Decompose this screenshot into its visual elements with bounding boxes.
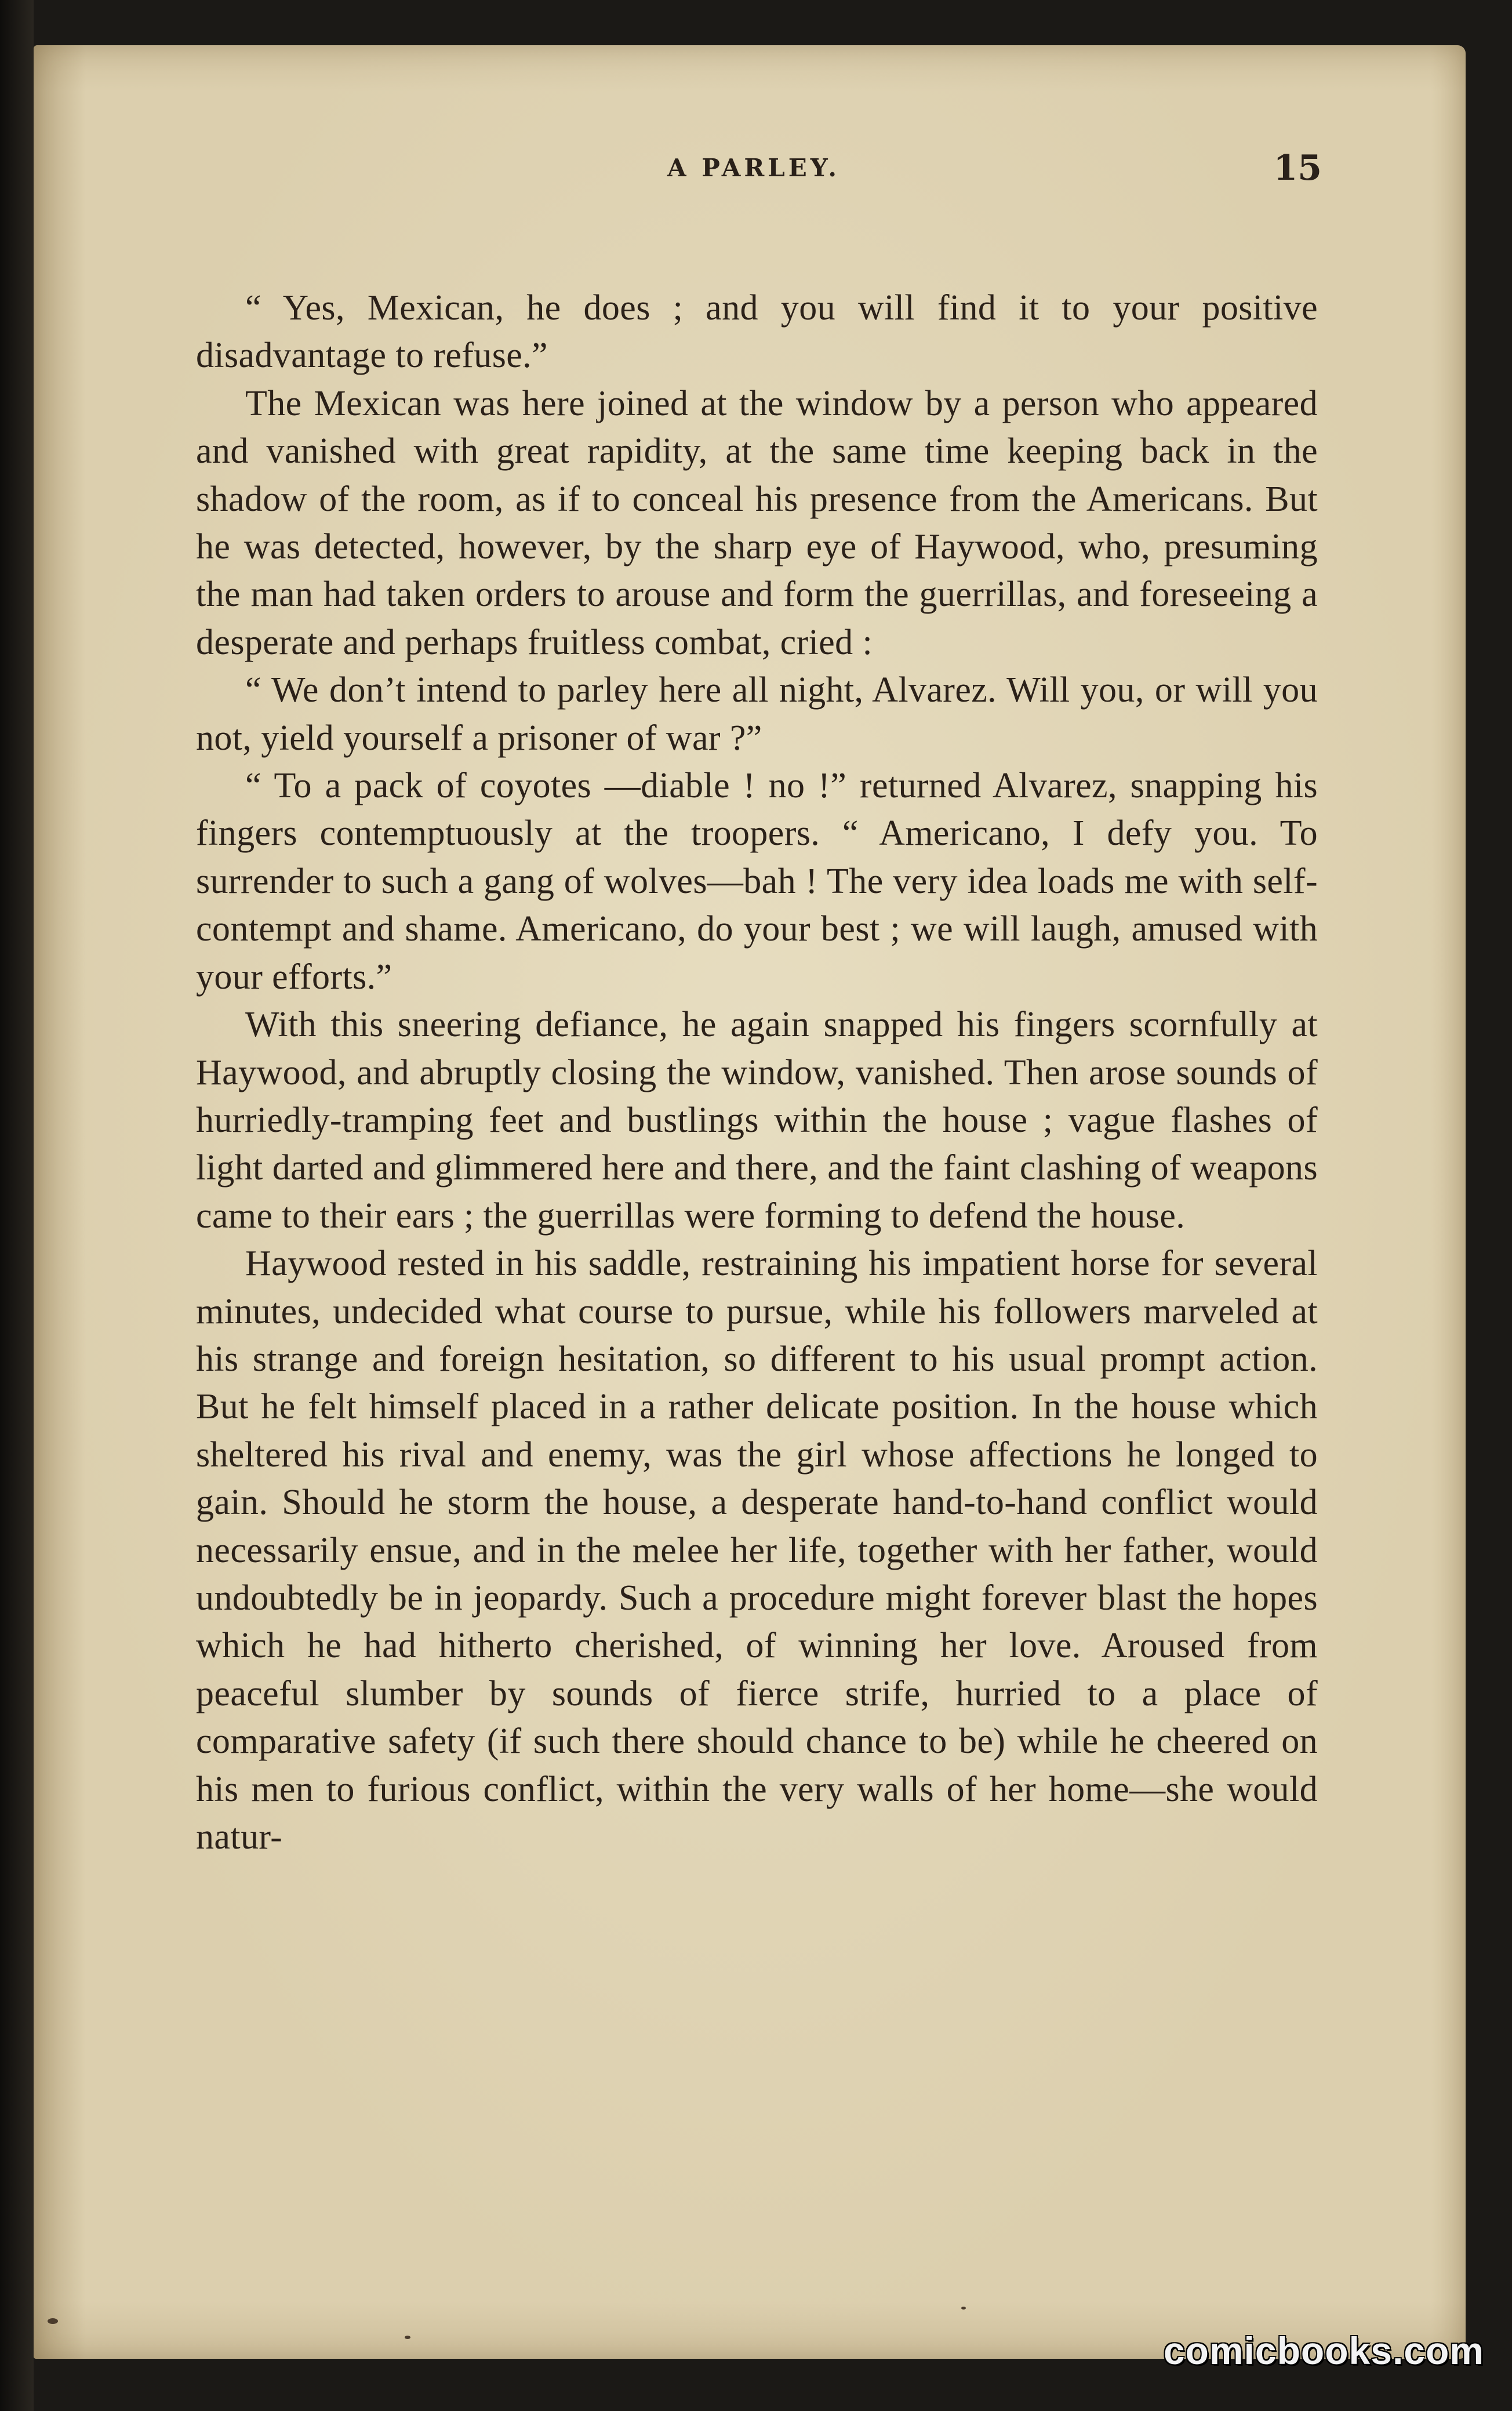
paragraph: “ We don’t intend to parley here all night, Alvarez. Will you, or will you not, yield yourself a prisoner of war ?”	[196, 670, 1318, 758]
paper-speck	[405, 2336, 410, 2339]
page-number: 15	[1273, 148, 1322, 188]
paragraph: With this sneering defiance, he again snapped his fingers scornfully at Haywood, and abruptly closing the window, vanished. Then arose sounds of hurriedly-tramping feet and bustlings within the house ; vague flashes of light darted and glimmered here and there, and the faint clashing of weapons came to their ears ; the guerrillas were forming to defend the house.	[196, 1005, 1318, 1236]
paragraph: The Mexican was here joined at the window by a person who appeared and vanished with great rapidity, at the same time keeping back in the shadow of the room, as if to conceal his presence from the Americans. But he was detected, however, by the sharp eye of Haywood, who, presuming the man had taken orders to arouse and form the guerrillas, and foreseeing a desperate and perhaps fruitless combat, cried :	[196, 383, 1318, 662]
watermark-label: comicbooks.com	[1163, 2329, 1484, 2372]
body-text	[196, 284, 1318, 1861]
running-head-title: A PARLEY.	[667, 154, 840, 182]
paper-speck	[961, 2307, 966, 2310]
paragraph: “ To a pack of coyotes —diable ! no !” returned Alvarez, snapping his fingers contemptuously at the troopers. “ Americano, I defy you. To surrender to such a gang of wolves—bah ! The very idea loads me with self-contempt and shame. Americano, do your best ; we will laugh, amused with your efforts.”	[196, 766, 1318, 997]
paragraph: “ Yes, Mexican, he does ; and you will find it to your positive disadvantage to refuse.”	[196, 288, 1318, 376]
paragraph: Haywood rested in his saddle, restraining his impatient horse for several minutes, undecided what course to pursue, while his followers marveled at his strange and foreign hesitation, so different to his usual prompt action. But he felt himself placed in a rather delicate position. In the house which sheltered his rival and enemy, was the girl whose affections he longed to gain. Should he storm the house, a desperate hand-to-hand conflict would necessarily ensue, and in the melee her life, together with her father, would undoubtedly be in jeopardy. Such a procedure might forever blast the hopes which he had hitherto cherished, of winning her love. Aroused from peaceful slumber by sounds of fierce strife, hurried to a place of comparative safety (if such there should chance to be) while he cheered on his men to furious conflict, within the very walls of her home—she would natur-	[196, 1244, 1318, 1857]
paper-speck	[48, 2318, 58, 2324]
book-spine-edge	[0, 0, 34, 2411]
running-head	[186, 148, 1322, 200]
